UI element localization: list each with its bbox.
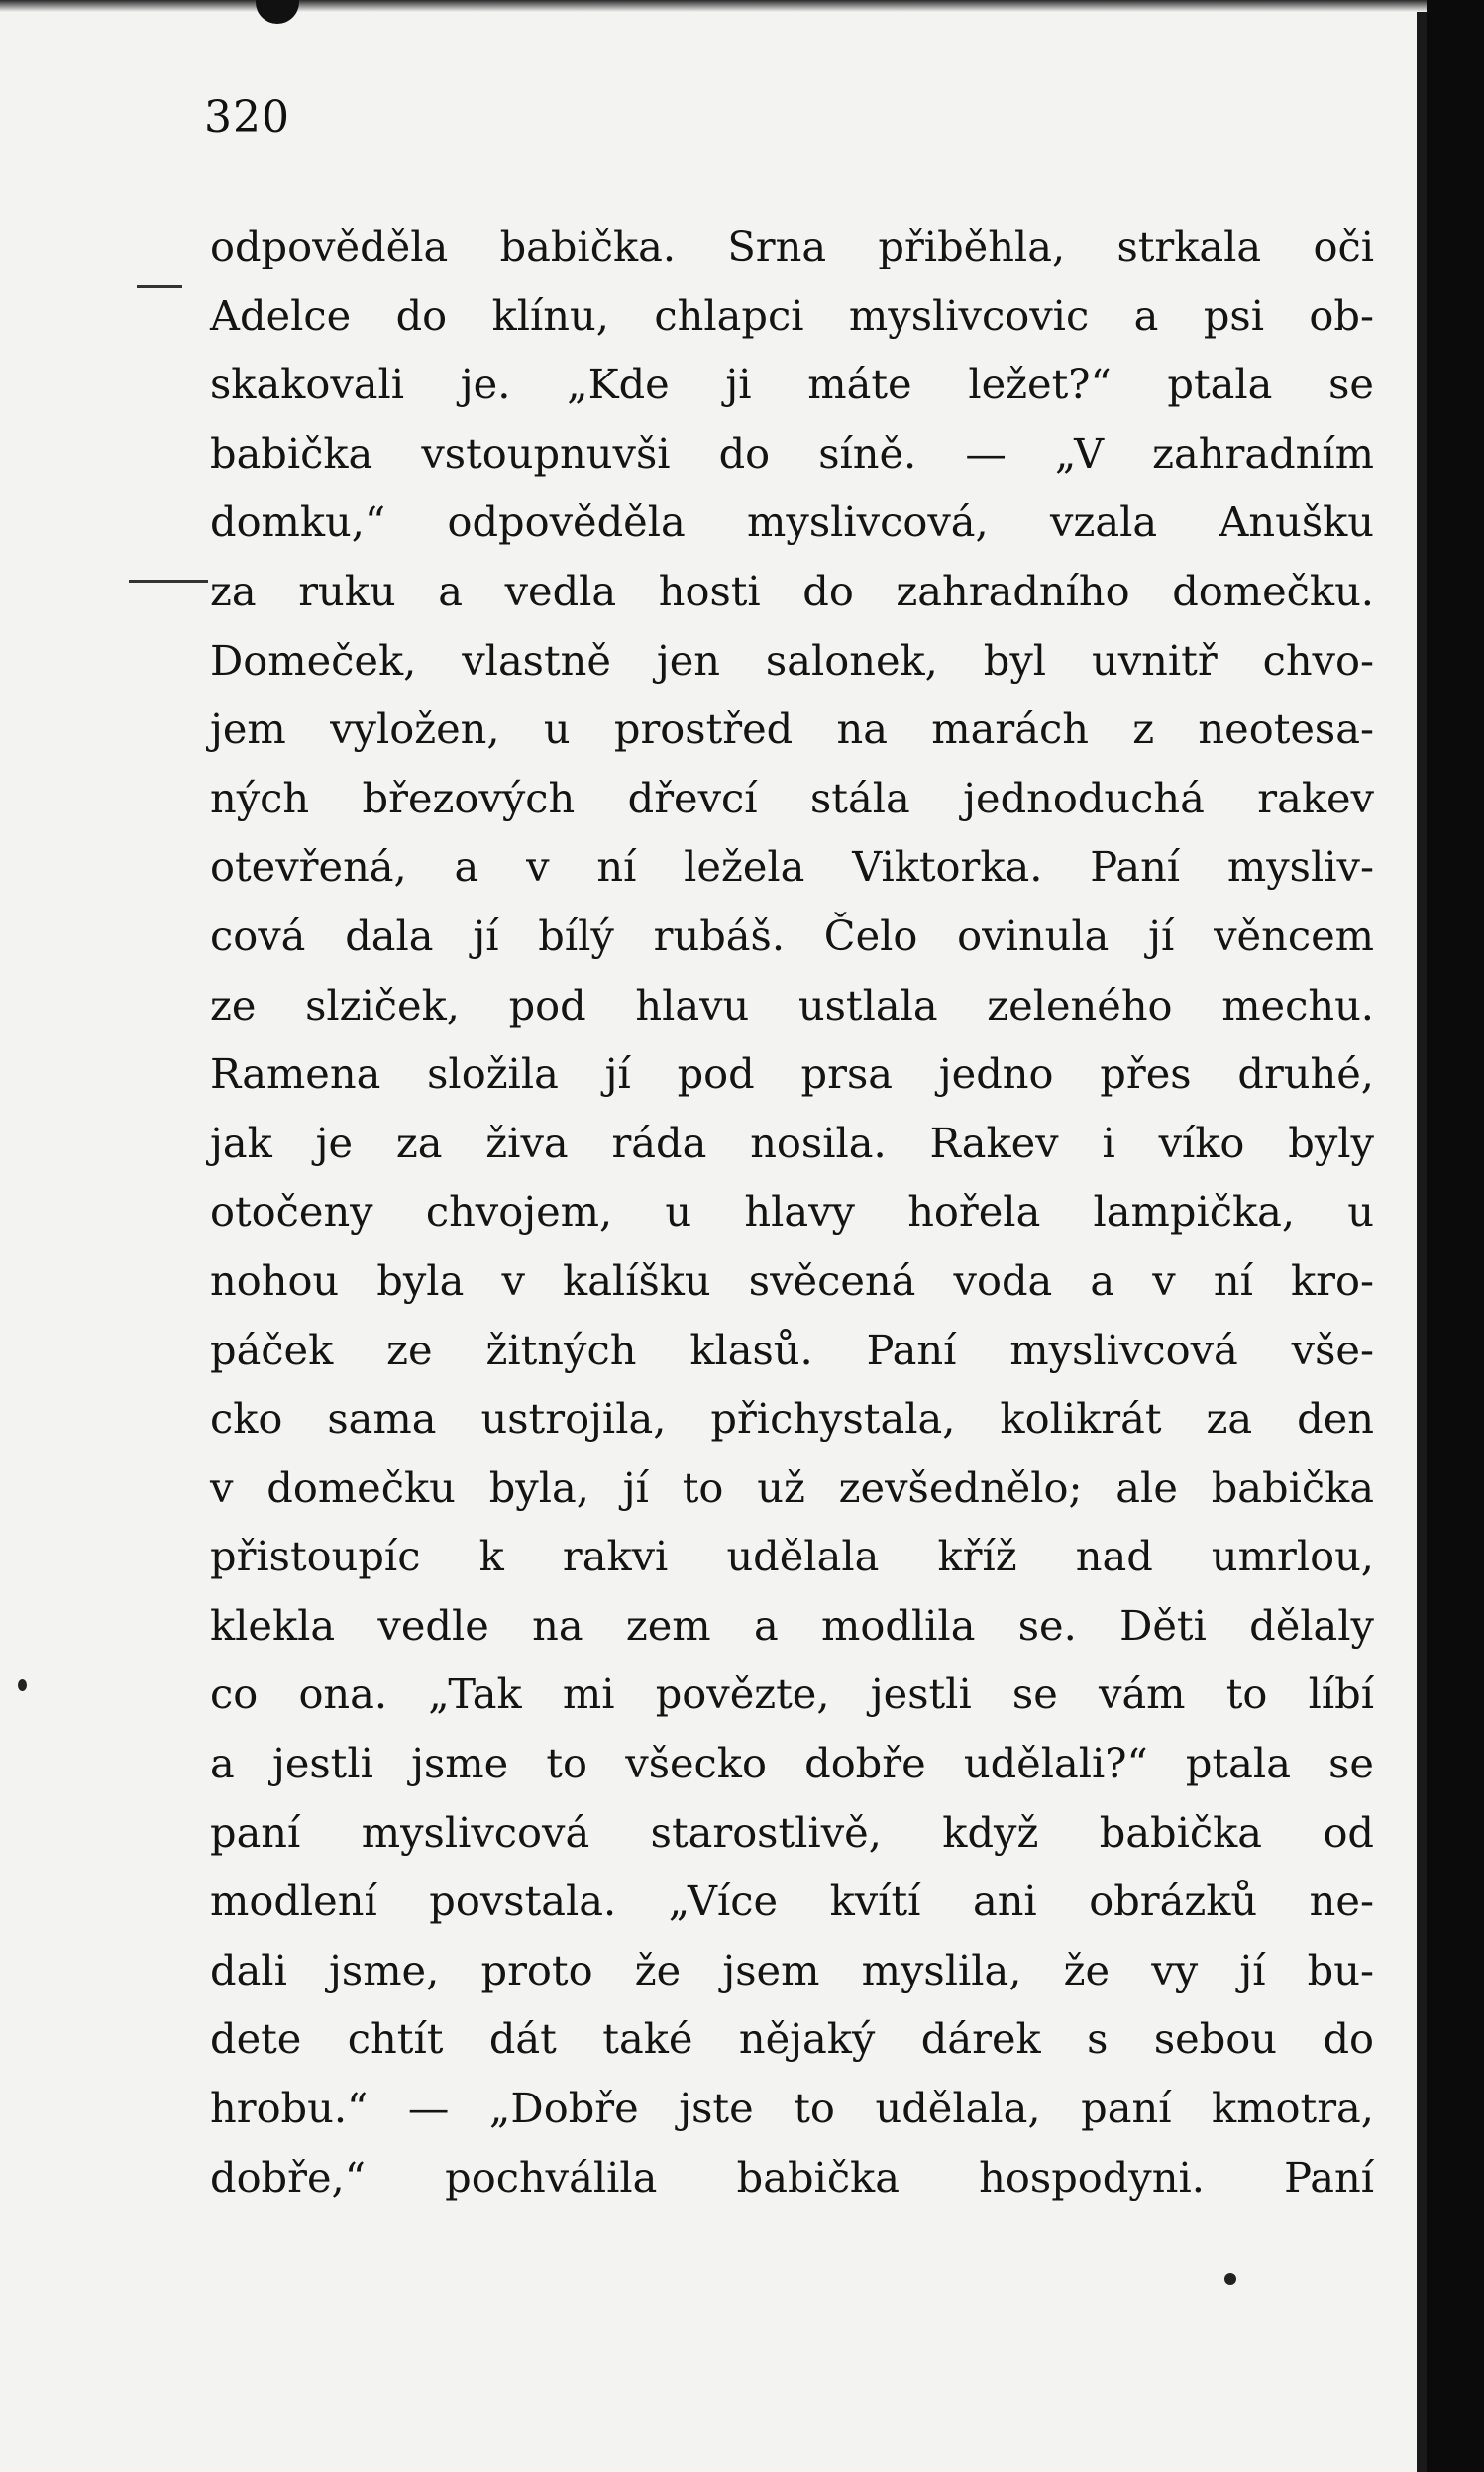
text-line: dali jsme, proto že jsem myslila, že vy jí bu- <box>210 1945 1374 1994</box>
text-line: paní myslivcová starostlivě, když babička od <box>210 1807 1374 1857</box>
text-line: jak je za živa ráda nosila. Rakev i víko byly <box>210 1118 1374 1167</box>
text-line: páček ze žitných klasů. Paní myslivcová vše- <box>210 1325 1374 1374</box>
body-text <box>210 212 1374 2211</box>
text-line: domku,“ odpověděla myslivcová, vzala Anušku <box>210 497 1374 547</box>
text-line: přistoupíc k rakvi udělala kříž nad umrlou, <box>210 1532 1374 1581</box>
text-line: skakovali je. „Kde ji máte ležet?“ ptala se <box>210 360 1374 409</box>
text-line: za ruku a vedla hosti do zahradního domečku. <box>210 566 1374 615</box>
text-line: odpověděla babička. Srna přiběhla, strkala oči <box>210 222 1374 270</box>
text-line: ze slziček, pod hlavu ustlala zeleného mechu. <box>210 980 1374 1029</box>
text-line: babička vstoupnuvši do síně. — „V zahradním <box>210 428 1374 478</box>
margin-mark <box>129 580 208 583</box>
page-top-edge <box>0 0 1427 12</box>
print-speck <box>1224 2273 1236 2285</box>
margin-mark <box>137 285 182 288</box>
text-line: hrobu.“ — „Dobře jste to udělala, paní kmotra, <box>210 2084 1374 2133</box>
text-line: cová dala jí bílý rubáš. Čelo ovinula jí věncem <box>210 911 1374 960</box>
text-line: nohou byla v kalíšku svěcená voda a v ní kro- <box>210 1255 1374 1305</box>
text-line: otevřená, a v ní ležela Viktorka. Paní mysliv- <box>210 842 1374 892</box>
text-line: ných březových dřevcí stála jednoduchá rakev <box>210 773 1374 822</box>
print-speck <box>18 1679 27 1691</box>
text-line: Adelce do klínu, chlapci myslivcovic a psi ob- <box>210 290 1374 340</box>
text-line: jem vyložen, u prostřed na marách z neotesa- <box>210 704 1374 754</box>
text-line: a jestli jsme to všecko dobře udělali?“ ptala se <box>210 1739 1374 1788</box>
text-line: cko sama ustrojila, přichystala, kolikrát za den <box>210 1394 1374 1444</box>
text-line: Domeček, vlastně jen salonek, byl uvnitř chvo- <box>210 635 1374 685</box>
text-line: dobře,“ pochválila babička hospodyni. Paní <box>210 2152 1374 2202</box>
text-line: klekla vedle na zem a modlila se. Děti dělaly <box>210 1600 1374 1650</box>
binding-notch <box>256 0 299 24</box>
text-line: co ona. „Tak mi povězte, jestli se vám to líbí <box>210 1669 1374 1719</box>
text-line: otočeny chvojem, u hlavy hořela lampička, u <box>210 1187 1374 1236</box>
page-number: 320 <box>204 92 290 143</box>
text-line: Ramena složila jí pod prsa jedno přes druhé, <box>210 1049 1374 1099</box>
text-line: v domečku byla, jí to už zevšednělo; ale babička <box>210 1462 1374 1512</box>
text-line: modlení povstala. „Více kvítí ani obrázků ne- <box>210 1877 1374 1926</box>
text-line: dete chtít dát také nějaký dárek s sebou do <box>210 2014 1374 2064</box>
